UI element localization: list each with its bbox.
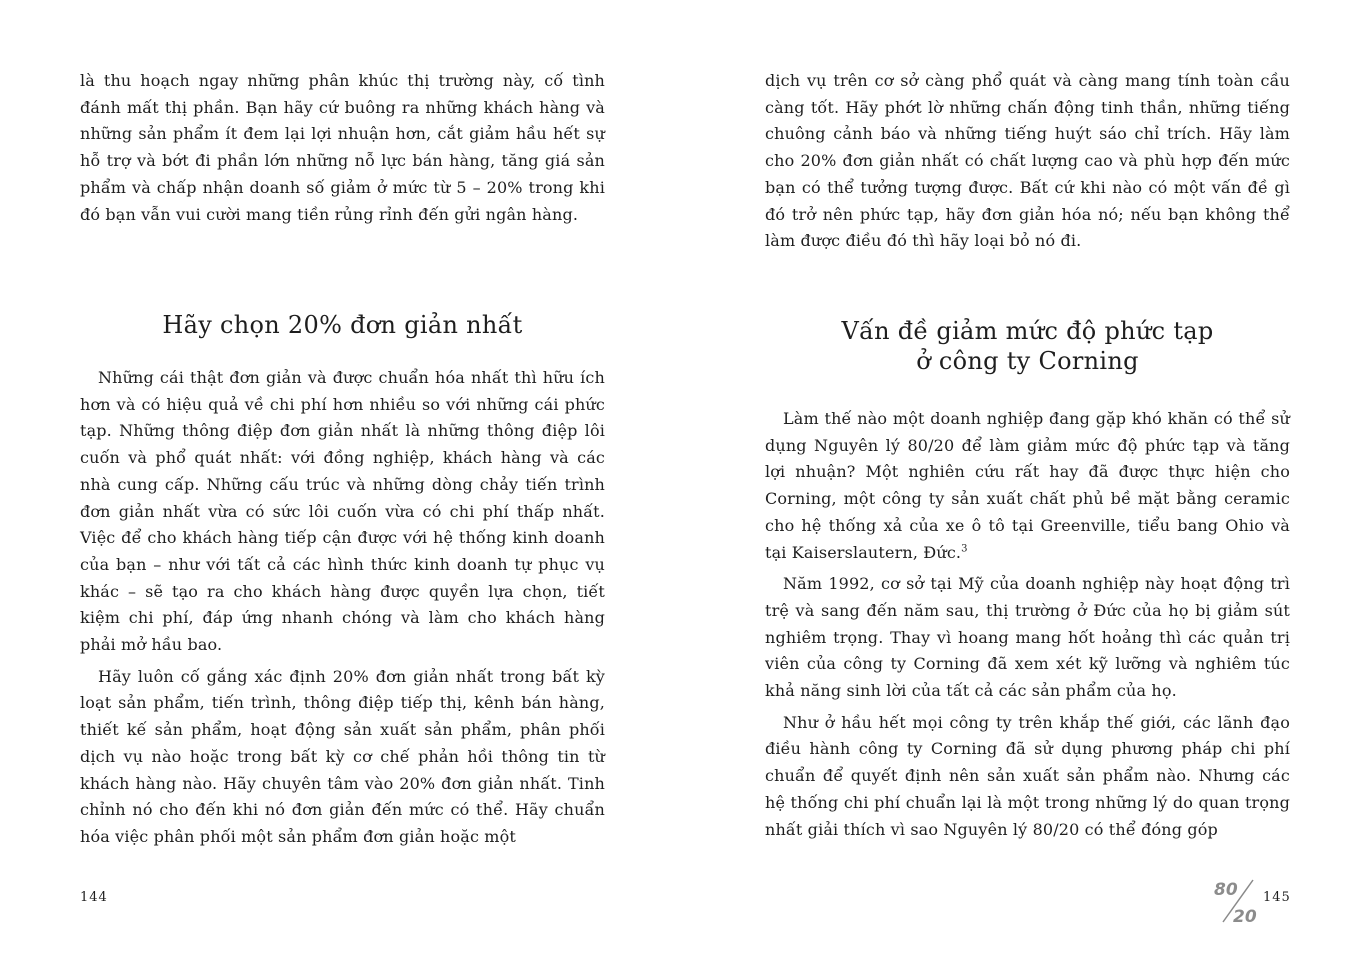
left-continuation-block <box>80 68 605 228</box>
right-page-number: 145 <box>1263 890 1291 905</box>
book-logo-80-20 <box>1213 878 1263 924</box>
left-body-block <box>80 365 605 851</box>
right-continuation-block <box>765 68 1290 255</box>
logo-bottom-number: 20 <box>1233 907 1257 924</box>
right-body-block <box>765 406 1290 843</box>
right-page <box>685 0 1370 969</box>
logo-top-number: 80 <box>1214 880 1238 900</box>
right-section-heading-line-2: ở công ty Corning <box>916 347 1139 375</box>
right-section-heading-block <box>765 316 1290 376</box>
left-section-heading: Hãy chọn 20% đơn giản nhất <box>162 311 523 339</box>
left-page-number: 144 <box>80 890 108 905</box>
right-paragraph-1-text: Làm thế nào một doanh nghiệp đang gặp khó khăn có thể sử dụng Nguyên lý 80/20 để làm giảm mức độ phức tạp và tăng lợi nhuận? Một nghiên cứu rất hay đã được thực hiện cho Corning, một công ty sản xuất chất phủ bề mặt bằng ceramic cho hệ thống xả của xe ô tô tại Greenville, tiểu bang Ohio và tại Kaiserslautern, Đức. <box>765 409 1290 562</box>
right-paragraph-2: Năm 1992, cơ sở tại Mỹ của doanh nghiệp này hoạt động trì trệ và sang đến năm sau, thị trường ở Đức của họ bị giảm sút nghiêm trọng. Thay vì hoang mang hốt hoảng thì các quản trị viên của công ty Corning đã xem xét kỹ lưỡng và nghiêm túc khả năng sinh lời của tất cả các sản phẩm của họ. <box>765 574 1290 701</box>
right-paragraph-1 <box>765 406 1290 566</box>
left-paragraph-1: Những cái thật đơn giản và được chuẩn hóa nhất thì hữu ích hơn và có hiệu quả về chi phí hơn nhiều so với những cái phức tạp. Những thông điệp đơn giản nhất là những thông điệp lôi cuốn và phổ quát nhất: với đồng nghiệp, khách hàng và các nhà cung cấp. Những cấu trúc và những dòng chảy tiến trình đơn giản nhất vừa có sức lôi cuốn vừa có chi phí thấp nhất. Việc để cho khách hàng tiếp cận được với hệ thống kinh doanh của bạn – như với tất cả các hình thức kinh doanh tự phục vụ khác – sẽ tạo ra cho khách hàng được quyền lựa chọn, tiết kiệm chi phí, đáp ứng nhanh chóng và làm cho khách hàng phải mở hầu bao. <box>80 368 605 655</box>
left-section-heading-block <box>80 310 605 340</box>
right-paragraph-3: Như ở hầu hết mọi công ty trên khắp thế giới, các lãnh đạo điều hành công ty Corning đã sử dụng phương pháp chi phí chuẩn để quyết định nên sản xuất sản phẩm nào. Nhưng các hệ thống chi phí chuẩn lại là một trong những lý do quan trọng nhất giải thích vì sao Nguyên lý 80/20 có thể đóng góp <box>765 712 1290 839</box>
left-continuation-paragraph: là thu hoạch ngay những phân khúc thị trường này, cố tình đánh mất thị phần. Bạn hãy cứ buông ra những khách hàng và những sản phẩm ít đem lại lợi nhuận hơn, cắt giảm hầu hết sự hỗ trợ và bớt đi phần lớn những nỗ lực bán hàng, tăng giá sản phẩm và chấp nhận doanh số giảm ở mức từ 5 – 20% trong khi đó bạn vẫn vui cười mang tiền rủng rỉnh đến gửi ngân hàng. <box>80 71 605 224</box>
right-continuation-paragraph: dịch vụ trên cơ sở càng phổ quát và càng mang tính toàn cầu càng tốt. Hãy phớt lờ những chấn động tinh thần, những tiếng chuông cảnh báo và những tiếng huýt sáo chỉ trích. Hãy làm cho 20% đơn giản nhất có chất lượng cao và phù hợp đến mức bạn có thể tưởng tượng được. Bất cứ khi nào có một vấn đề gì đó trở nên phức tạp, hãy đơn giản hóa nó; nếu bạn không thể làm được điều đó thì hãy loại bỏ nó đi. <box>765 71 1290 251</box>
right-section-heading-line-1: Vấn đề giảm mức độ phức tạp <box>841 317 1214 345</box>
footnote-reference: 3 <box>961 543 968 555</box>
left-paragraph-2: Hãy luôn cố gắng xác định 20% đơn giản nhất trong bất kỳ loạt sản phẩm, tiến trình, thông điệp tiếp thị, kênh bán hàng, thiết kế sản phẩm, hoạt động sản xuất sản phẩm, phân phối dịch vụ nào hoặc trong bất kỳ cơ chế phản hồi thông tin từ khách hàng nào. Hãy chuyên tâm vào 20% đơn giản nhất. Tinh chỉnh nó cho đến khi nó đơn giản đến mức có thể. Hãy chuẩn hóa việc phân phối một sản phẩm đơn giản hoặc một <box>80 666 605 846</box>
